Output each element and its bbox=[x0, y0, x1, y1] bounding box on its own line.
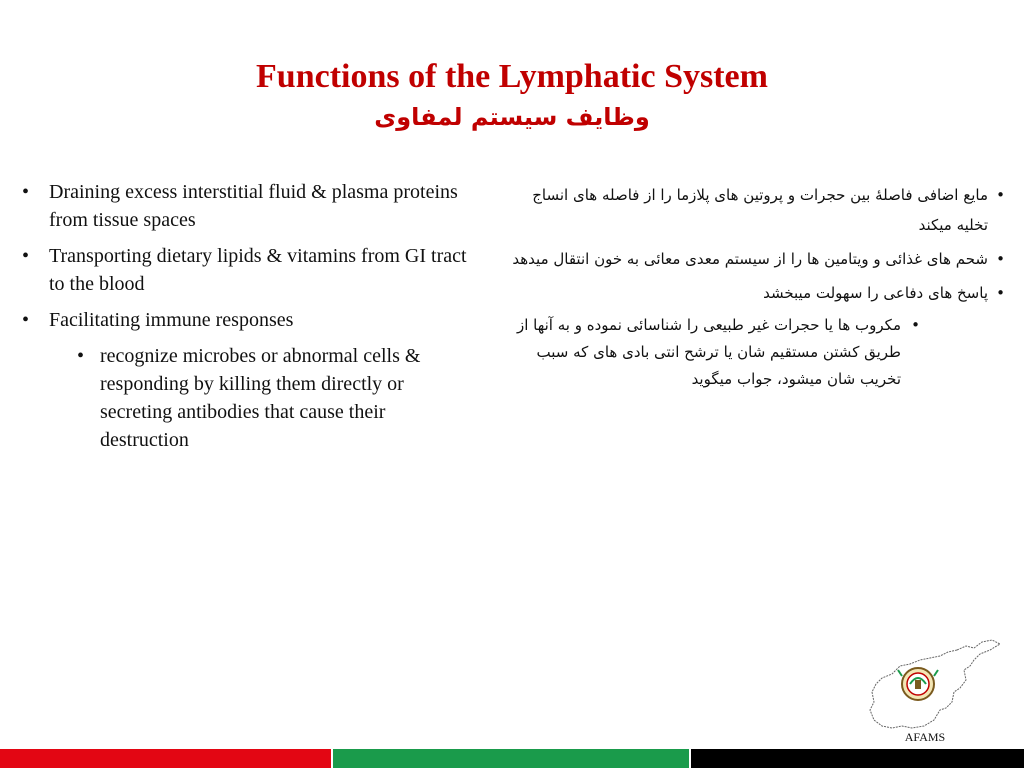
bullet-text: پاسخ های دفاعی را سهولت میبخشد bbox=[763, 284, 988, 302]
title-persian: وظایف سیستم لمفاوی bbox=[374, 103, 650, 131]
flag-green-segment bbox=[333, 749, 690, 768]
afams-label: AFAMS bbox=[904, 730, 946, 744]
bullet-text: Draining excess interstitial fluid & plasma proteins from tissue spaces bbox=[49, 181, 458, 231]
bullet-icon: • bbox=[77, 345, 85, 367]
english-sub-bullet-item bbox=[22, 342, 467, 454]
flag-color-bar bbox=[0, 749, 1024, 768]
flag-black-segment bbox=[691, 749, 1024, 768]
bullet-text: مایع اضافی فاصلهٔ بین حجرات و پروتین های پلازما را از فاصله های انساج تخلیه میکند bbox=[532, 186, 988, 234]
bullet-icon: • bbox=[996, 284, 1005, 302]
english-bullet-item bbox=[22, 306, 467, 334]
title-english: Functions of the Lymphatic System bbox=[256, 58, 768, 95]
persian-bullet-item bbox=[505, 180, 1005, 240]
persian-bullet-item bbox=[505, 244, 1005, 274]
bullet-text: Facilitating immune responses bbox=[49, 309, 294, 331]
bullet-icon: • bbox=[996, 250, 1005, 268]
bullet-text: شحم های غذائی و ویتامین ها را از سیستم معدی معائی به خون انتقال میدهد bbox=[512, 250, 988, 268]
english-bullet-item bbox=[22, 242, 467, 298]
bullet-icon: • bbox=[22, 245, 30, 267]
persian-column bbox=[505, 180, 1005, 397]
bullet-text: مکروب ها یا حجرات غیر طبیعی را شناسائی نموده و به آنها از طریق کشتن مستقیم شان یا ترشح انتی بادی های که سبب تخریب شان میشود، جواب میگوید bbox=[516, 316, 901, 388]
persian-bullet-item bbox=[505, 278, 1005, 308]
bullet-icon: • bbox=[911, 316, 920, 334]
english-column bbox=[22, 178, 467, 462]
slide-title bbox=[0, 55, 1024, 135]
bullet-icon: • bbox=[22, 309, 30, 331]
bullet-text: recognize microbes or abnormal cells & responding by killing them directly or secreting antibodies that cause their destruction bbox=[100, 345, 421, 451]
english-bullet-list bbox=[22, 178, 467, 454]
persian-bullet-list bbox=[505, 180, 1005, 393]
bullet-icon: • bbox=[996, 186, 1005, 204]
english-bullet-item bbox=[22, 178, 467, 234]
persian-sub-bullet-item bbox=[505, 312, 1005, 393]
bullet-text: Transporting dietary lipids & vitamins from GI tract to the blood bbox=[49, 245, 467, 295]
bullet-icon: • bbox=[22, 181, 30, 203]
flag-red-segment bbox=[0, 749, 331, 768]
